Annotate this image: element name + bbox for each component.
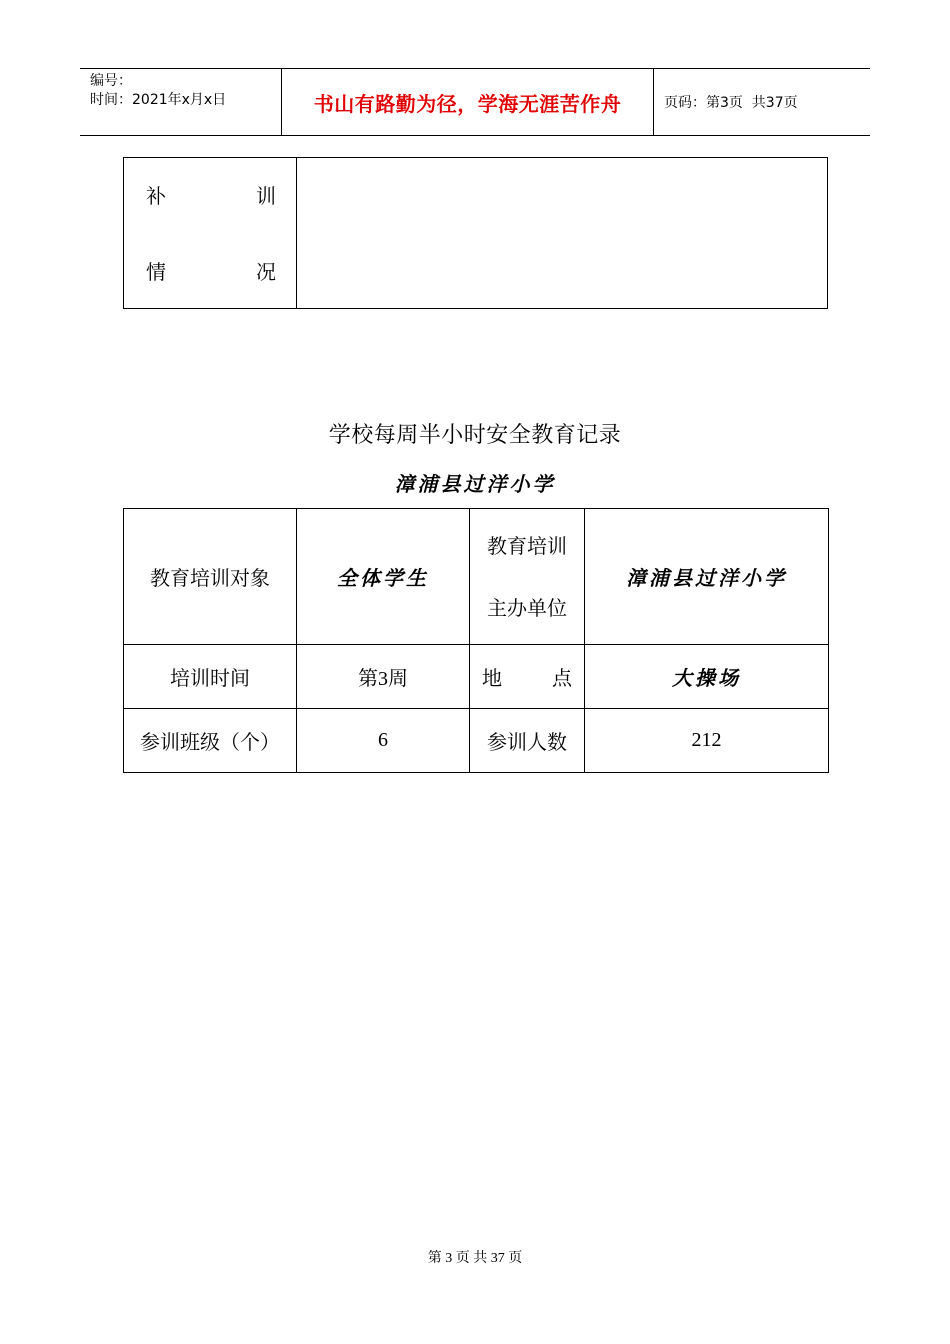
- time-value: 第3周: [297, 645, 470, 709]
- table-row: [124, 509, 829, 645]
- people-value: 212: [585, 709, 829, 773]
- place-label-char: 地: [482, 666, 502, 690]
- classes-value: 6: [297, 709, 470, 773]
- record-title: 学校每周半小时安全教育记录: [328, 423, 622, 448]
- number-label: 编号：: [90, 73, 132, 89]
- page-footer: 第 3 页 共 37 页: [427, 1251, 523, 1266]
- page-header: [80, 68, 870, 136]
- table-row: [124, 645, 829, 709]
- time-label: 时间：2021年x月x日: [90, 92, 227, 108]
- header-meta: [80, 69, 282, 135]
- organizer-label: [470, 509, 585, 645]
- supplement-char: 情: [146, 260, 166, 284]
- record-table: [123, 508, 829, 773]
- supplement-char: 训: [256, 184, 276, 208]
- target-value: 全体学生: [297, 509, 470, 645]
- place-value: 大操场: [585, 645, 829, 709]
- people-label: 参训人数: [470, 709, 585, 773]
- place-label-char: 点: [552, 666, 572, 690]
- organizer-label-line2: 主办单位: [487, 595, 567, 620]
- table-row: [124, 709, 829, 773]
- header-motto: 书山有路勤为径，学海无涯苦作舟: [282, 69, 654, 135]
- time-label: 培训时间: [124, 645, 297, 709]
- supplement-char: 况: [256, 260, 276, 284]
- place-label: [470, 645, 585, 709]
- supplement-content-cell: [297, 158, 827, 308]
- organizer-value: 漳浦县过洋小学: [585, 509, 829, 645]
- school-name: 漳浦县过洋小学: [394, 472, 556, 496]
- supplement-char: 补: [146, 184, 166, 208]
- header-page-info: 页码：第3页 共37页: [664, 95, 798, 111]
- supplement-table: [123, 157, 828, 309]
- target-label: 教育培训对象: [124, 509, 297, 645]
- supplement-label-cell: [124, 158, 297, 308]
- classes-label: 参训班级（个）: [124, 709, 297, 773]
- organizer-label-line1: 教育培训: [487, 533, 567, 558]
